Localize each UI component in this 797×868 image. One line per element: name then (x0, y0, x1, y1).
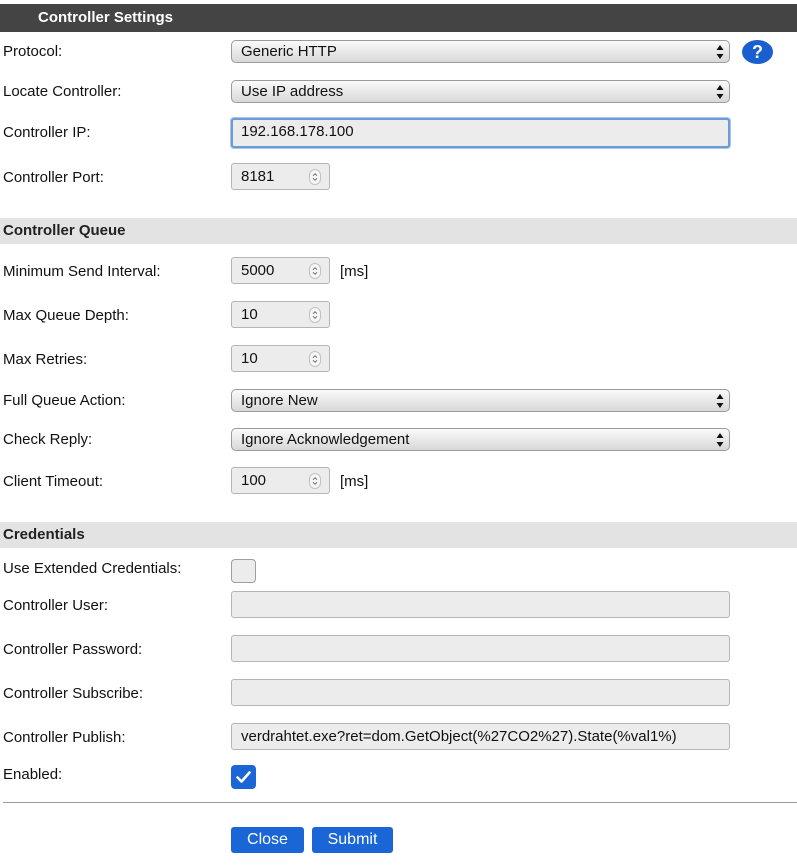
full-queue-action-value: Ignore New (241, 392, 318, 409)
client-timeout-input[interactable] (231, 467, 330, 494)
check-reply-label: Check Reply: (3, 431, 93, 448)
client-timeout-label: Client Timeout: (3, 473, 104, 490)
stepper-icon[interactable] (309, 473, 321, 489)
stepper-icon[interactable] (309, 263, 321, 279)
stepper-icon[interactable] (309, 307, 321, 323)
max-retries-label: Max Retries: (3, 351, 88, 368)
min-send-interval-value: 5000 (241, 262, 275, 279)
check-reply-value: Ignore Acknowledgement (241, 431, 410, 448)
section-title: Credentials (3, 526, 85, 543)
locate-controller-label: Locate Controller: (3, 83, 122, 100)
controller-ip-label: Controller IP: (3, 124, 91, 141)
min-send-interval-input[interactable] (231, 257, 330, 284)
protocol-select[interactable] (231, 40, 730, 63)
enabled-label: Enabled: (3, 766, 63, 783)
client-timeout-value: 100 (241, 472, 267, 489)
max-retries-input[interactable] (231, 345, 330, 372)
select-arrows-icon (716, 84, 724, 100)
header-tab-highlight (0, 0, 310, 4)
select-arrows-icon (716, 44, 724, 60)
locate-controller-select[interactable] (231, 80, 730, 103)
controller-ip-value: 192.168.178.100 (241, 123, 354, 140)
max-queue-depth-value: 10 (241, 306, 258, 323)
protocol-label: Protocol: (3, 43, 63, 60)
select-arrows-icon (716, 432, 724, 448)
stepper-icon[interactable] (309, 169, 321, 185)
footer-divider (3, 802, 797, 803)
controller-ip-input[interactable] (231, 118, 730, 148)
locate-controller-value: Use IP address (241, 83, 344, 100)
section-controller-queue (0, 218, 797, 244)
full-queue-action-select[interactable] (231, 389, 730, 412)
enabled-checkbox[interactable] (231, 765, 256, 789)
controller-subscribe-label: Controller Subscribe: (3, 685, 144, 702)
submit-button[interactable]: Submit (312, 827, 393, 853)
max-retries-value: 10 (241, 350, 258, 367)
full-queue-action-label: Full Queue Action: (3, 392, 126, 409)
controller-password-input[interactable] (231, 635, 730, 662)
section-title: Controller Queue (3, 222, 126, 239)
checkmark-icon (231, 765, 256, 789)
settings-header (0, 4, 797, 32)
controller-port-input[interactable] (231, 163, 330, 190)
page-title: Controller Settings (38, 9, 174, 26)
max-queue-depth-input[interactable] (231, 301, 330, 328)
use-extended-credentials-label: Use Extended Credentials: (3, 560, 182, 577)
stepper-icon[interactable] (309, 351, 321, 367)
use-extended-credentials-checkbox[interactable] (231, 559, 256, 583)
protocol-select-value: Generic HTTP (241, 43, 337, 60)
controller-publish-input[interactable] (231, 723, 730, 750)
min-send-interval-unit: [ms] (340, 263, 369, 280)
close-button[interactable]: Close (231, 827, 304, 853)
client-timeout-unit: [ms] (340, 473, 369, 490)
controller-port-label: Controller Port: (3, 169, 104, 186)
controller-port-value: 8181 (241, 168, 275, 185)
controller-publish-value: verdrahtet.exe?ret=dom.GetObject(%27CO2%27).State(%val1%) (241, 728, 677, 745)
help-icon[interactable]: ? (742, 40, 773, 64)
select-arrows-icon (716, 393, 724, 409)
check-reply-select[interactable] (231, 428, 730, 451)
controller-user-label: Controller User: (3, 597, 109, 614)
section-credentials (0, 522, 797, 548)
controller-subscribe-input[interactable] (231, 679, 730, 706)
min-send-interval-label: Minimum Send Interval: (3, 263, 161, 280)
controller-password-label: Controller Password: (3, 641, 143, 658)
max-queue-depth-label: Max Queue Depth: (3, 307, 129, 324)
controller-publish-label: Controller Publish: (3, 729, 126, 746)
controller-user-input[interactable] (231, 591, 730, 618)
